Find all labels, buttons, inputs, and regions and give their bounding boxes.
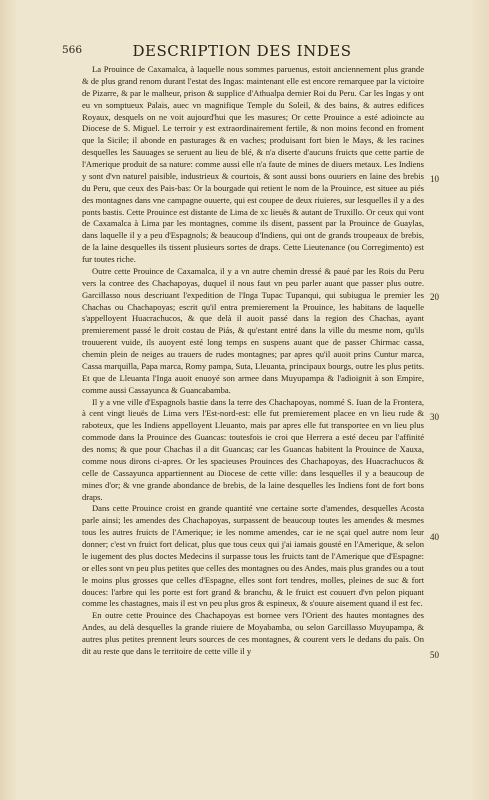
margin-line-number: 30: [430, 412, 439, 422]
margin-line-number: 20: [430, 292, 439, 302]
paragraph: La Prouince de Caxamalca, à laquelle nous sommes paruenus, estoit anciennement plus grande & de plus grand renom durant l'estat des Ingas: maintenant elle est encore remarquee par la victoire de Pizarre, & par le malheur, prison & supplice d'Athualpa dernier Roi du Peru. Car les Ingas y ont eu vn somptueux Palais, auec vn magnifique Temple du Soleil, & des bains, & autres edifices Royaux, desquels on ne voit aujourd'hui que les masures; Or cette Prouince a esté adioincte au Diocese de S. Miguel. Le terroir y est extraordinairement fertile, & non moins fecond en froment que la Sicile; il abonde en pasturages & en vaches; produisant fort bien le Mays, & les racines desquelles les Sauuages se seruent au lieu de blé, & n'a diserte d'aucuns fruicts que cette partie de l'Amerique produit de sa nature: comme aussi elle n'a faute de mines de diuers metaux. Les Indiens y sont d'vn naturel paisible, industrieux & courtois, & sont aussi bons ouuriers en laine des brebis du Peru, que ceux des Pais-bas: Or la bourgade qui retient le nom de la Prouince, est situee au piés des montagnes dans vne campagne ouuerte, qui est coupee de deux riuieres, sur lesquelles il y a des ponts bastis. Cette Prouince est distante de Lima de xc lieuës & autant de Truxillo. Or ceux qui vont de Caxamalca à Lima par les montagnes, comme ils disent, passent par la Prouince de Guaylas, dans laquelle il y a peu d'Espagnols; & beaucoup d'Indiens, qui ont de grands troupeaux de brebis, de la laine desquelles ils tissent plusieurs sortes de draps. Cette Lieutenance (ou Corregimento) est fur toutes riche.: [82, 64, 424, 264]
paragraph: Il y a vne ville d'Espagnols bastie dans la terre des Chachapoyas, nommé S. Iuan de la Frontera, à cent vingt lieuës de Lima vers l'Est-nord-est: elle fut premierement placee en vn lieu rude & raboteux, que les Indiens appelloyent Lleuanto, mais par apres elle fut transportee en vn lieu plus commode dans la Prouince des Guancas: toutesfois ie croi que Herrera a esté deceu par l'affinité des noms; & que pour Chachas il a dit Guancas; car les Guancas habitent la Prouince de Xauxa, comme nous dirons ci-apres. Or les spacieuses Prouinces des Chachapoyas, des Huacrachucos & celle de Cassayunca appartiennent au Diocese de cette ville: dans lesquelles il y a beaucoup de mines d'or; & vne grande abondance de brebis, de la laine desquelles les Indiens font de fort bons draps.: [82, 396, 424, 502]
running-title: DESCRIPTION DES INDES: [132, 42, 352, 60]
body-text: [82, 64, 424, 658]
margin-line-number: 40: [430, 532, 439, 542]
page-number: 566: [62, 44, 83, 56]
paragraph: Dans cette Prouince croist en grande quantité vne certaine sorte d'amendes, desquelles Acosta parle ainsi; les amendes des Chachapoyas, surpassent de beaucoup toutes les amendes & mesmes tous les autres fruicts de l'Amerique; ie les nomme amendes, car ie ne sçai quel autre nom leur donner; c'est vn fruict fort delicat, plus que tous ceux qui j'ai iamais gousté en l'Amerique, & selon le iugement des plus doctes Medecins il surpasse tous les fruicts tant de l'Amerique que d'Espagne: or elles sont vn peu plus petites que celles des montagnes ou des Andes, mais plus grandes ou a tout le moins plus grosses que celles d'Espagne, elles sont fort tendres, molles, pleines de suc & fort douces: l'arbre qui les porte est fort grand & branchu, & le fruict est couuert d'vn pelon piquant comme les chastagnes, mais il est vn peu plus gros & espineux, & s'ouure aisement quand il est fec.: [82, 503, 424, 609]
paragraph: En outre cette Prouince des Chachapoyas est bornee vers l'Orient des hautes montagnes des Andes, au delà desquelles la grande riuiere de Moyabamba, ou selon Garcillasso Muyupampa, & autres plus petites prennent leurs sources de ces montagnes, & courent vers le dedans du païs. On dit au reste que dans le territoire de cette ville il y: [82, 610, 424, 656]
paragraph: Outre cette Prouince de Caxamalca, il y a vn autre chemin dressé & paué par les Rois du Peru vers la contree des Chachapoyas, duquel il nous faut vn peu parler auant que passer plus outre. Garcillasso nous descriuant l'expedition de l'Inga Tupac Tupanqui, qui subiugua le premier les Chachas ou Chachapoyas; escrit qu'il entra premierement la Prouince, les habitans de laquelle s'appelloyent Huacrachucos, & que delà il auoit passé dans la region des Chachas, ayant premierement passé le droit costau de Piás, & qu'estant entré dans la ville du mesme nom, qu'ils trouuerent vuide, ils auoyent esté long temps en suspens auant que de passer Chirmac cassa, chemin plein de neiges au trauers de rudes montagnes; par apres qu'il auoit prins Cuntur marca, Cassa marquilla, Papa marca, Romy pampa, Suta, Lleuanta, principaux bourgs, outre les plus petits. Et que de Lleuanta l'Inga auoit enuoyé son armee dans Muyupampa & l'adioignit à son Empire, comme aussi Cassayunca & Guancabamba.: [82, 265, 424, 395]
margin-line-number: 50: [430, 650, 439, 660]
margin-line-number: 10: [430, 174, 439, 184]
page-header: [62, 44, 422, 60]
